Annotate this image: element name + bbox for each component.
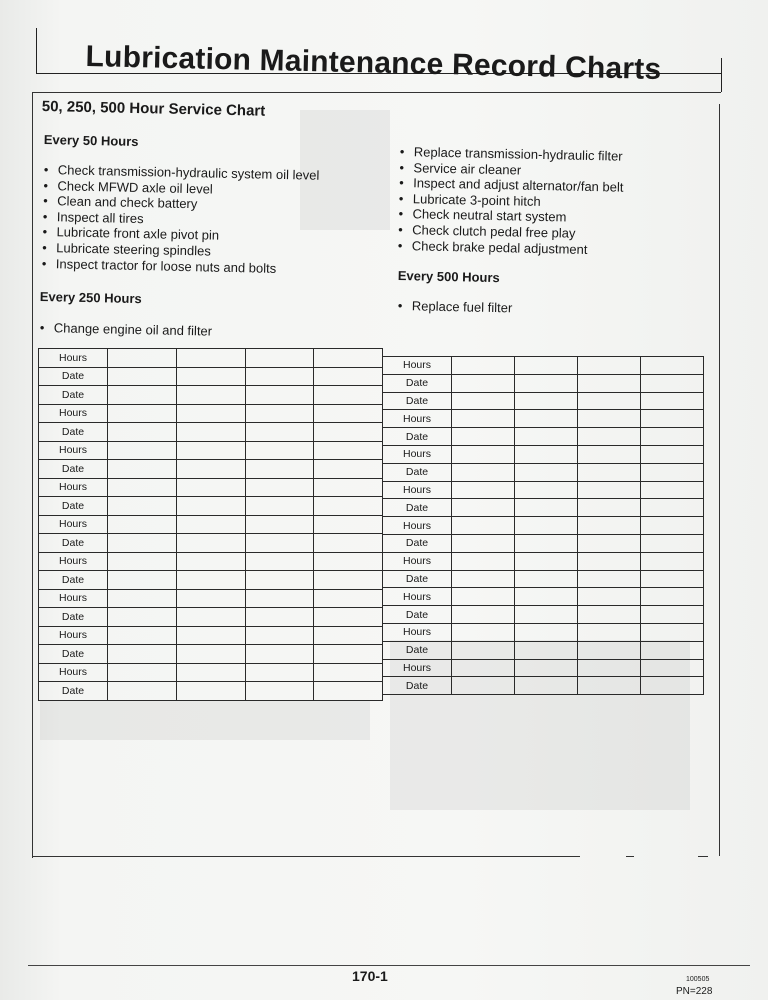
list-item: • Change engine oil and filter	[40, 320, 213, 339]
row-label-cell: Date	[383, 677, 452, 695]
record-entry-cell[interactable]	[245, 367, 314, 386]
record-entry-cell[interactable]	[452, 641, 515, 659]
record-entry-cell[interactable]	[515, 552, 578, 570]
record-entry-cell[interactable]	[314, 552, 383, 571]
record-entry-cell[interactable]	[314, 478, 383, 497]
record-entry-cell[interactable]	[176, 367, 245, 386]
record-entry-cell[interactable]	[108, 497, 177, 516]
record-entry-cell[interactable]	[108, 626, 177, 645]
record-entry-cell[interactable]	[578, 392, 641, 410]
record-entry-cell[interactable]	[245, 423, 314, 442]
list-item: • Inspect and adjust alternator/fan belt	[399, 175, 624, 195]
record-entry-cell[interactable]	[108, 460, 177, 479]
record-entry-cell[interactable]	[108, 645, 177, 664]
record-entry-cell[interactable]	[515, 534, 578, 552]
record-entry-cell[interactable]	[108, 441, 177, 460]
record-table-left	[38, 348, 383, 701]
record-entry-cell[interactable]	[452, 677, 515, 695]
record-entry-cell[interactable]	[245, 478, 314, 497]
row-label-cell: Date	[383, 374, 452, 392]
record-entry-cell[interactable]	[515, 606, 578, 624]
record-entry-cell[interactable]	[515, 517, 578, 535]
record-entry-cell[interactable]	[578, 623, 641, 641]
record-entry-cell[interactable]	[515, 481, 578, 499]
record-entry-cell[interactable]	[245, 608, 314, 627]
record-entry-cell[interactable]	[245, 571, 314, 590]
record-entry-cell[interactable]	[452, 410, 515, 428]
record-entry-cell[interactable]	[515, 623, 578, 641]
record-entry-cell[interactable]	[641, 374, 704, 392]
record-entry-cell[interactable]	[578, 445, 641, 463]
record-entry-cell[interactable]	[641, 481, 704, 499]
record-entry-cell[interactable]	[176, 663, 245, 682]
record-entry-cell[interactable]	[641, 552, 704, 570]
record-entry-cell[interactable]	[314, 571, 383, 590]
row-label-cell: Date	[383, 499, 452, 517]
record-entry-cell[interactable]	[515, 659, 578, 677]
record-entry-cell[interactable]	[641, 392, 704, 410]
row-label-cell: Hours	[383, 588, 452, 606]
row-label-cell: Date	[383, 392, 452, 410]
row-label-cell: Date	[39, 367, 108, 386]
table-row	[383, 677, 704, 695]
table-row	[383, 623, 704, 641]
record-entry-cell[interactable]	[452, 534, 515, 552]
row-label-cell: Hours	[39, 441, 108, 460]
table-row	[39, 515, 383, 534]
list-item: • Service air cleaner	[399, 160, 624, 180]
record-entry-cell[interactable]	[176, 515, 245, 534]
record-entry-cell[interactable]	[314, 367, 383, 386]
record-entry-cell[interactable]	[108, 478, 177, 497]
record-entry-cell[interactable]	[176, 552, 245, 571]
record-entry-cell[interactable]	[245, 534, 314, 553]
table-row	[383, 534, 704, 552]
record-entry-cell[interactable]	[641, 659, 704, 677]
row-label-cell: Date	[383, 428, 452, 446]
row-label-cell: Date	[39, 460, 108, 479]
table-row	[383, 517, 704, 535]
row-label-cell: Hours	[383, 357, 452, 375]
list-item: • Clean and check battery	[43, 193, 319, 214]
record-entry-cell[interactable]	[452, 570, 515, 588]
record-entry-cell[interactable]	[578, 374, 641, 392]
heading-every-250-hours: Every 250 Hours	[39, 289, 142, 307]
record-entry-cell[interactable]	[245, 441, 314, 460]
row-label-cell: Hours	[39, 404, 108, 423]
record-entry-cell[interactable]	[108, 349, 177, 368]
record-entry-cell[interactable]	[314, 608, 383, 627]
record-entry-cell[interactable]	[245, 497, 314, 516]
page-title: Lubrication Maintenance Record Charts	[85, 40, 662, 87]
record-entry-cell[interactable]	[515, 570, 578, 588]
list-item: • Check neutral start system	[398, 206, 623, 226]
table-row	[383, 445, 704, 463]
row-label-cell: Date	[39, 386, 108, 405]
record-entry-cell[interactable]	[176, 682, 245, 701]
list-item: • Check transmission-hydraulic system oil level	[44, 162, 320, 183]
record-entry-cell[interactable]	[641, 445, 704, 463]
record-entry-cell[interactable]	[578, 659, 641, 677]
record-entry-cell[interactable]	[452, 659, 515, 677]
table-row	[383, 392, 704, 410]
row-label-cell: Hours	[383, 410, 452, 428]
record-entry-cell[interactable]	[578, 534, 641, 552]
record-entry-cell[interactable]	[108, 608, 177, 627]
record-entry-cell[interactable]	[641, 677, 704, 695]
heading-every-500-hours: Every 500 Hours	[397, 268, 500, 286]
row-label-cell: Date	[39, 608, 108, 627]
record-entry-cell[interactable]	[314, 645, 383, 664]
record-entry-cell[interactable]	[578, 428, 641, 446]
table-row	[39, 460, 383, 479]
record-entry-cell[interactable]	[314, 441, 383, 460]
record-entry-cell[interactable]	[176, 589, 245, 608]
list-item: • Inspect all tires	[43, 209, 319, 230]
record-entry-cell[interactable]	[515, 641, 578, 659]
row-label-cell: Hours	[39, 589, 108, 608]
record-entry-cell[interactable]	[314, 515, 383, 534]
table-row	[39, 608, 383, 627]
record-entry-cell[interactable]	[452, 392, 515, 410]
table-row	[383, 570, 704, 588]
record-entry-cell[interactable]	[176, 497, 245, 516]
frame-corner	[698, 856, 708, 857]
row-label-cell: Date	[39, 645, 108, 664]
record-entry-cell[interactable]	[515, 428, 578, 446]
table-row	[39, 386, 383, 405]
record-entry-cell[interactable]	[108, 423, 177, 442]
record-entry-cell[interactable]	[245, 645, 314, 664]
table-row	[39, 349, 383, 368]
record-entry-cell[interactable]	[641, 623, 704, 641]
table-row	[383, 499, 704, 517]
page-number: 170-1	[352, 968, 388, 984]
record-entry-cell[interactable]	[641, 517, 704, 535]
record-entry-cell[interactable]	[578, 677, 641, 695]
footer-rule	[28, 965, 750, 966]
record-entry-cell[interactable]	[578, 588, 641, 606]
record-entry-cell[interactable]	[578, 499, 641, 517]
record-entry-cell[interactable]	[452, 445, 515, 463]
task-list-250-hours-continued	[398, 144, 625, 258]
table-row	[39, 645, 383, 664]
record-entry-cell[interactable]	[245, 626, 314, 645]
record-entry-cell[interactable]	[245, 515, 314, 534]
record-entry-cell[interactable]	[314, 386, 383, 405]
record-entry-cell[interactable]	[314, 423, 383, 442]
row-label-cell: Date	[383, 463, 452, 481]
row-label-cell: Hours	[39, 349, 108, 368]
list-item: • Lubricate 3-point hitch	[399, 191, 624, 211]
record-entry-cell[interactable]	[641, 463, 704, 481]
record-entry-cell[interactable]	[176, 423, 245, 442]
list-item: • Replace transmission-hydraulic filter	[400, 144, 625, 164]
record-entry-cell[interactable]	[176, 571, 245, 590]
list-item: • Inspect tractor for loose nuts and bolts	[42, 256, 318, 277]
record-entry-cell[interactable]	[578, 517, 641, 535]
row-label-cell: Hours	[383, 552, 452, 570]
frame-right-edge	[719, 104, 720, 856]
record-entry-cell[interactable]	[108, 367, 177, 386]
record-entry-cell[interactable]	[176, 626, 245, 645]
row-label-cell: Hours	[39, 478, 108, 497]
record-entry-cell[interactable]	[176, 404, 245, 423]
record-entry-cell[interactable]	[578, 641, 641, 659]
record-entry-cell[interactable]	[176, 349, 245, 368]
record-entry-cell[interactable]	[176, 441, 245, 460]
record-entry-cell[interactable]	[314, 349, 383, 368]
part-number: PN=228	[676, 986, 713, 997]
title-frame-left	[36, 28, 37, 74]
table-row	[39, 626, 383, 645]
frame-bottom-edge	[32, 856, 580, 857]
table-row	[383, 428, 704, 446]
row-label-cell: Date	[383, 534, 452, 552]
chart-title: 50, 250, 500 Hour Service Chart	[41, 98, 266, 120]
row-label-cell: Date	[39, 534, 108, 553]
table-row	[383, 374, 704, 392]
row-label-cell: Date	[39, 571, 108, 590]
record-entry-cell[interactable]	[245, 682, 314, 701]
record-entry-cell[interactable]	[578, 410, 641, 428]
list-item: • Check brake pedal adjustment	[398, 238, 623, 258]
row-label-cell: Hours	[39, 515, 108, 534]
record-entry-cell[interactable]	[314, 589, 383, 608]
record-entry-cell[interactable]	[108, 386, 177, 405]
record-entry-cell[interactable]	[515, 357, 578, 375]
list-item: • Check MFWD axle oil level	[43, 178, 319, 199]
record-entry-cell[interactable]	[176, 460, 245, 479]
record-entry-cell[interactable]	[578, 552, 641, 570]
record-entry-cell[interactable]	[578, 357, 641, 375]
record-entry-cell[interactable]	[314, 497, 383, 516]
record-entry-cell[interactable]	[245, 386, 314, 405]
record-entry-cell[interactable]	[641, 606, 704, 624]
table-row	[39, 367, 383, 386]
record-entry-cell[interactable]	[452, 499, 515, 517]
row-label-cell: Date	[383, 641, 452, 659]
table-row	[39, 478, 383, 497]
row-label-cell: Hours	[383, 659, 452, 677]
table-row	[39, 571, 383, 590]
record-entry-cell[interactable]	[245, 589, 314, 608]
record-entry-cell[interactable]	[641, 499, 704, 517]
record-entry-cell[interactable]	[452, 463, 515, 481]
table-row	[39, 497, 383, 516]
record-entry-cell[interactable]	[515, 499, 578, 517]
record-entry-cell[interactable]	[641, 570, 704, 588]
record-entry-cell[interactable]	[176, 534, 245, 553]
table-row	[383, 641, 704, 659]
record-entry-cell[interactable]	[245, 552, 314, 571]
record-entry-cell[interactable]	[176, 608, 245, 627]
record-table-right	[382, 356, 704, 695]
record-entry-cell[interactable]	[108, 682, 177, 701]
table-row	[383, 552, 704, 570]
record-entry-cell[interactable]	[452, 623, 515, 641]
record-entry-cell[interactable]	[515, 392, 578, 410]
record-entry-cell[interactable]	[452, 428, 515, 446]
record-entry-cell[interactable]	[452, 481, 515, 499]
row-label-cell: Date	[39, 497, 108, 516]
record-entry-cell[interactable]	[452, 588, 515, 606]
table-row	[39, 552, 383, 571]
table-row	[39, 534, 383, 553]
record-entry-cell[interactable]	[108, 552, 177, 571]
record-entry-cell[interactable]	[641, 588, 704, 606]
record-entry-cell[interactable]	[515, 677, 578, 695]
record-entry-cell[interactable]	[108, 534, 177, 553]
table-row	[39, 663, 383, 682]
record-entry-cell[interactable]	[578, 606, 641, 624]
record-entry-cell[interactable]	[578, 463, 641, 481]
record-entry-cell[interactable]	[245, 349, 314, 368]
table-row	[383, 463, 704, 481]
record-entry-cell[interactable]	[641, 357, 704, 375]
row-label-cell: Hours	[39, 626, 108, 645]
table-row	[383, 606, 704, 624]
record-entry-cell[interactable]	[314, 663, 383, 682]
record-entry-cell[interactable]	[515, 588, 578, 606]
row-label-cell: Date	[39, 682, 108, 701]
table-row	[39, 682, 383, 701]
record-entry-cell[interactable]	[515, 445, 578, 463]
record-entry-cell[interactable]	[176, 386, 245, 405]
record-entry-cell[interactable]	[314, 626, 383, 645]
record-entry-cell[interactable]	[314, 460, 383, 479]
document-code: 100505	[686, 976, 710, 983]
record-entry-cell[interactable]	[108, 589, 177, 608]
record-entry-cell[interactable]	[515, 463, 578, 481]
heading-every-50-hours: Every 50 Hours	[43, 132, 139, 149]
record-entry-cell[interactable]	[176, 645, 245, 664]
record-entry-cell[interactable]	[108, 515, 177, 534]
record-entry-cell[interactable]	[641, 641, 704, 659]
title-frame-right	[721, 58, 722, 92]
record-entry-cell[interactable]	[245, 460, 314, 479]
record-entry-cell[interactable]	[108, 404, 177, 423]
row-label-cell: Hours	[39, 552, 108, 571]
record-entry-cell[interactable]	[314, 682, 383, 701]
record-entry-cell[interactable]	[452, 517, 515, 535]
table-row	[383, 481, 704, 499]
row-label-cell: Hours	[383, 517, 452, 535]
record-entry-cell[interactable]	[452, 606, 515, 624]
task-list-500-hours	[398, 298, 513, 316]
table-row	[39, 441, 383, 460]
record-entry-cell[interactable]	[245, 663, 314, 682]
record-entry-cell[interactable]	[578, 570, 641, 588]
frame-bottom-tail	[626, 856, 634, 857]
table-row	[39, 423, 383, 442]
record-entry-cell[interactable]	[245, 404, 314, 423]
row-label-cell: Date	[39, 423, 108, 442]
record-entry-cell[interactable]	[452, 374, 515, 392]
row-label-cell: Date	[383, 606, 452, 624]
record-entry-cell[interactable]	[515, 374, 578, 392]
list-item: • Lubricate steering spindles	[42, 240, 318, 261]
record-entry-cell[interactable]	[314, 534, 383, 553]
table-row	[39, 404, 383, 423]
task-list-50-hours	[42, 162, 320, 277]
table-row	[383, 357, 704, 375]
record-entry-cell[interactable]	[641, 410, 704, 428]
table-row	[383, 410, 704, 428]
record-entry-cell[interactable]	[641, 534, 704, 552]
row-label-cell: Hours	[383, 481, 452, 499]
list-item: • Lubricate front axle pivot pin	[42, 224, 318, 245]
row-label-cell: Date	[383, 570, 452, 588]
record-entry-cell[interactable]	[641, 428, 704, 446]
record-entry-cell[interactable]	[314, 404, 383, 423]
table-row	[383, 588, 704, 606]
table-row	[383, 659, 704, 677]
record-entry-cell[interactable]	[452, 552, 515, 570]
row-label-cell: Hours	[383, 623, 452, 641]
record-entry-cell[interactable]	[108, 663, 177, 682]
record-entry-cell[interactable]	[578, 481, 641, 499]
record-entry-cell[interactable]	[452, 357, 515, 375]
list-item: • Replace fuel filter	[398, 298, 513, 316]
record-entry-cell[interactable]	[176, 478, 245, 497]
row-label-cell: Hours	[383, 445, 452, 463]
record-entry-cell[interactable]	[515, 410, 578, 428]
list-item: • Check clutch pedal free play	[398, 222, 623, 242]
table-row	[39, 589, 383, 608]
row-label-cell: Hours	[39, 663, 108, 682]
record-entry-cell[interactable]	[108, 571, 177, 590]
